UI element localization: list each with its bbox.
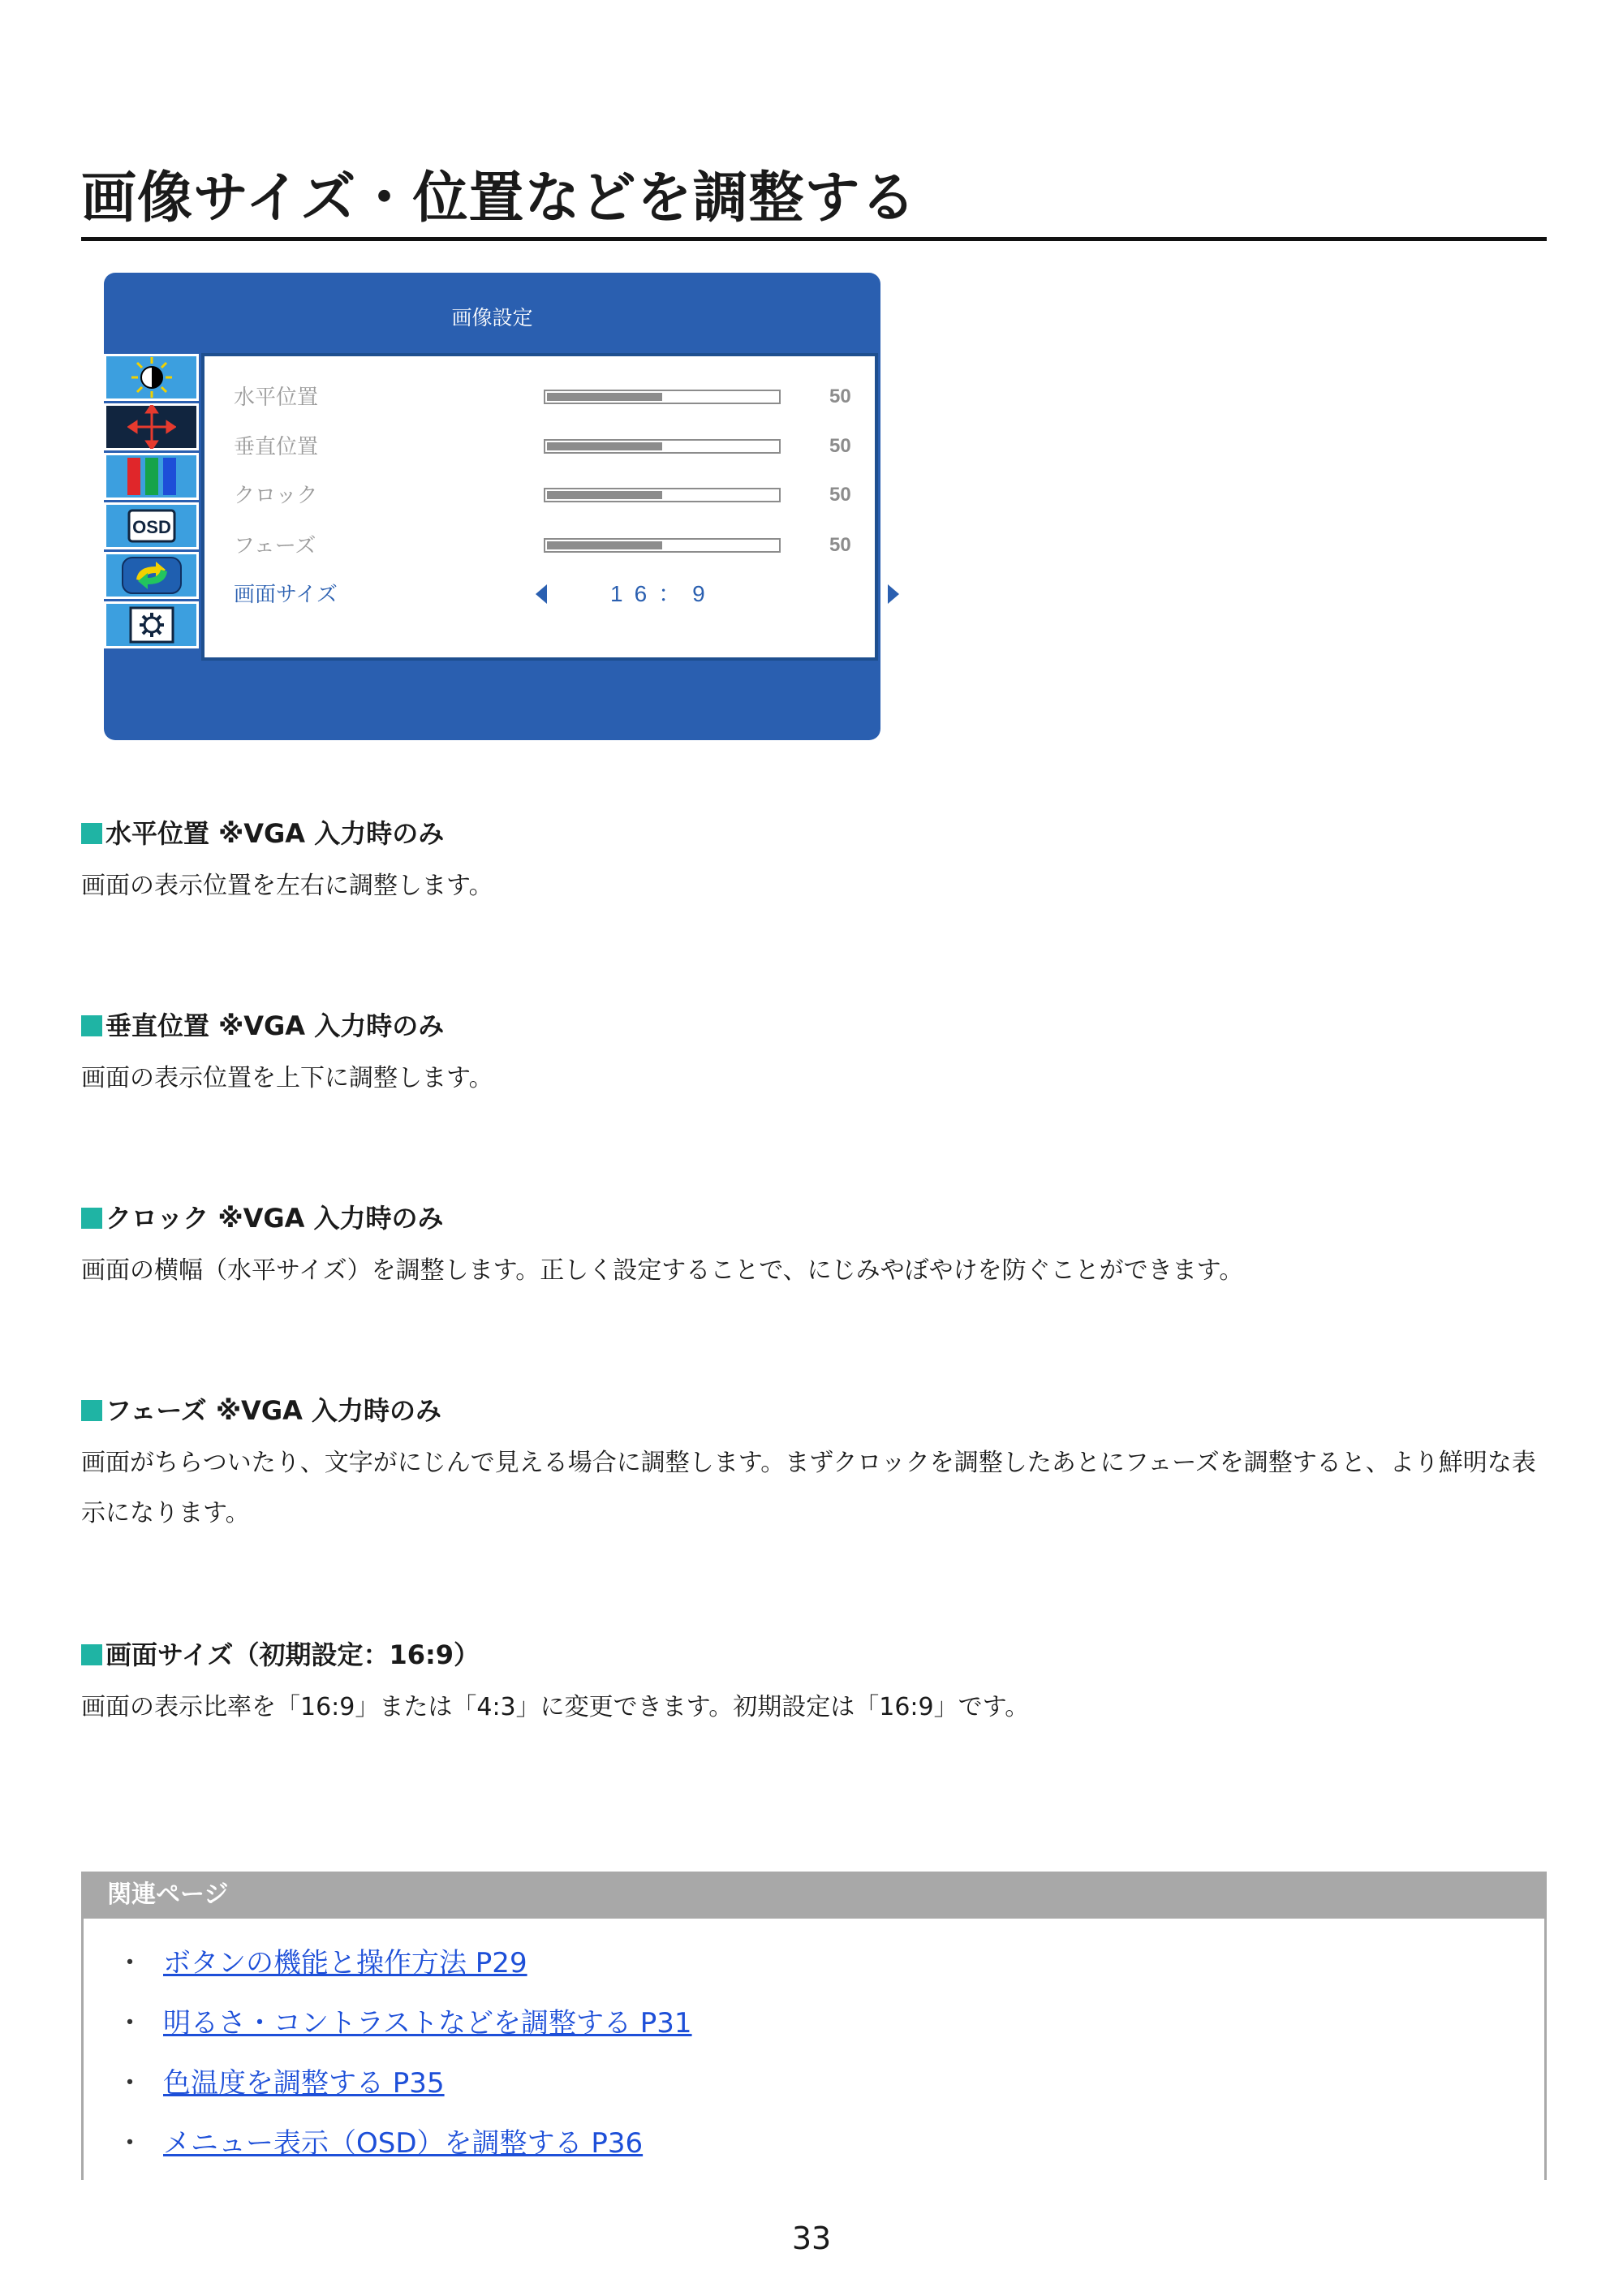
gear-icon xyxy=(129,606,174,644)
osd-tab-settings[interactable] xyxy=(104,601,199,648)
section-body: 画面がちらついたり、文字がにじんで見える場合に調整します。まずクロックを調整したあとにフェーズを調整すると、より鮮明な表示になります。 xyxy=(81,1449,1536,1527)
position-arrows-icon xyxy=(127,405,176,449)
osd-slider-fill xyxy=(547,491,662,499)
section-heading: クロック ※VGA 入力時のみ xyxy=(105,1203,444,1234)
section-phase xyxy=(81,1393,1558,1539)
section-body: 画面の表示位置を左右に調整します。 xyxy=(81,872,493,900)
list-item: ・ メニュー表示（OSD）を調整する P36 xyxy=(116,2127,644,2160)
osd-row-clock[interactable] xyxy=(204,479,875,511)
related-heading: 関連ページ xyxy=(81,1872,1547,1919)
osd-row-vertical-position[interactable] xyxy=(204,430,875,463)
osd-tab-osd[interactable] xyxy=(104,502,199,549)
section-horizontal-position xyxy=(81,816,1558,911)
osd-sidebar xyxy=(104,354,199,662)
right-arrow-icon[interactable] xyxy=(888,584,899,604)
page-number: 33 xyxy=(791,2221,832,2256)
osd-slider[interactable] xyxy=(544,538,781,553)
left-arrow-icon[interactable] xyxy=(536,584,547,604)
brightness-icon xyxy=(130,355,174,399)
osd-slider[interactable] xyxy=(544,390,781,404)
section-clock xyxy=(81,1200,1558,1296)
related-pages xyxy=(81,1872,1547,2180)
osd-row-value: 50 xyxy=(829,484,851,506)
related-link[interactable]: メニュー表示（OSD）を調整する P36 xyxy=(163,2127,644,2160)
osd-row-label: 画面サイズ xyxy=(234,582,338,606)
section-heading: 画面サイズ（初期設定：16:9） xyxy=(105,1639,480,1670)
osd-menu xyxy=(104,273,880,740)
related-link[interactable]: 明るさ・コントラストなどを調整する P31 xyxy=(163,2007,692,2040)
osd-icon-text: OSD xyxy=(131,517,171,537)
section-heading: フェーズ ※VGA 入力時のみ xyxy=(105,1395,441,1426)
section-body: 画面の表示位置を上下に調整します。 xyxy=(81,1064,493,1092)
osd-row-phase[interactable] xyxy=(204,529,875,562)
osd-row-aspect[interactable] xyxy=(204,578,875,610)
osd-slider[interactable] xyxy=(544,488,781,502)
related-link[interactable]: 色温度を調整する P35 xyxy=(163,2067,445,2100)
osd-slider-fill xyxy=(547,541,662,549)
osd-tab-reset[interactable] xyxy=(104,552,199,599)
square-bullet-icon xyxy=(81,1644,102,1665)
aspect-ratio-value: 16：9 xyxy=(610,581,717,606)
osd-tab-color[interactable] xyxy=(104,453,199,500)
list-item: ・ 明るさ・コントラストなどを調整する P31 xyxy=(116,2007,692,2040)
osd-slider[interactable] xyxy=(544,439,781,454)
square-bullet-icon xyxy=(81,823,102,844)
osd-tab-position[interactable] xyxy=(104,403,199,450)
related-link[interactable]: ボタンの機能と操作方法 P29 xyxy=(163,1947,527,1979)
square-bullet-icon xyxy=(81,1400,102,1421)
osd-tab-brightness[interactable] xyxy=(104,354,199,401)
osd-title: 画像設定 xyxy=(451,307,533,330)
square-bullet-icon xyxy=(81,1208,102,1229)
section-body: 画面の横幅（水平サイズ）を調整します。正しく設定することで、にじみやぼやけを防ぐことができます。 xyxy=(81,1256,1244,1285)
section-body: 画面の表示比率を「16:9」または「4:3」に変更できます。初期設定は「16:9」です。 xyxy=(81,1693,1030,1721)
osd-slider-fill xyxy=(547,393,662,401)
section-heading: 水平位置 ※VGA 入力時のみ xyxy=(105,818,445,849)
osd-slider-fill xyxy=(547,442,662,450)
page-title: 画像サイズ・位置などを調整する xyxy=(81,162,1547,241)
osd-row-horizontal-position[interactable] xyxy=(204,381,875,413)
osd-row-label: 垂直位置 xyxy=(234,434,319,459)
osd-row-label: クロック xyxy=(234,483,318,507)
square-bullet-icon xyxy=(81,1015,102,1036)
osd-icon xyxy=(127,509,176,543)
osd-row-label: 水平位置 xyxy=(234,385,319,409)
section-heading: 垂直位置 ※VGA 入力時のみ xyxy=(105,1010,445,1041)
osd-row-label: フェーズ xyxy=(234,533,316,558)
list-item: ・ ボタンの機能と操作方法 P29 xyxy=(116,1947,527,1979)
osd-panel xyxy=(201,353,878,661)
osd-row-value: 50 xyxy=(829,386,851,407)
reset-icon xyxy=(122,557,182,594)
section-vertical-position xyxy=(81,1008,1558,1104)
section-screen-size xyxy=(81,1637,1558,1733)
osd-row-value: 50 xyxy=(829,534,851,556)
list-item: ・ 色温度を調整する P35 xyxy=(116,2067,445,2100)
color-bars-icon xyxy=(126,458,178,495)
osd-row-value: 50 xyxy=(829,435,851,457)
